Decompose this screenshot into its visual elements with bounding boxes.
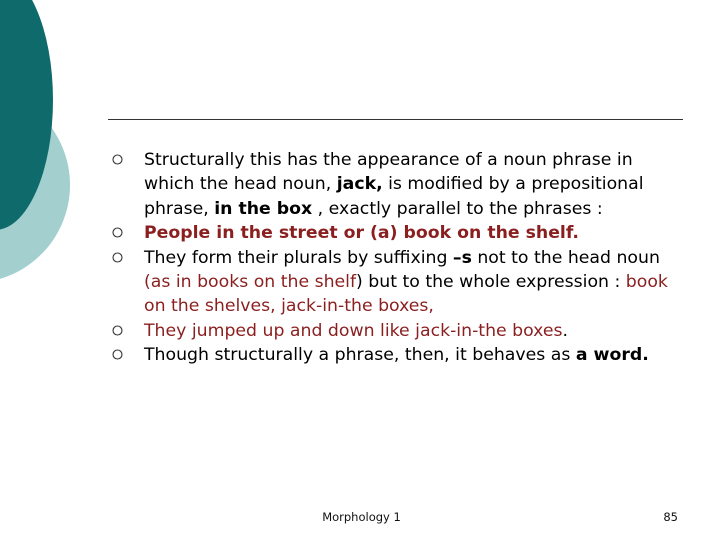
bullet-item-5: [112, 343, 687, 367]
bullet-3-red-example-2: book on the shelves, jack-in-the boxes,: [144, 272, 668, 317]
bullet-4-period: .: [562, 320, 568, 341]
hollow-circle-bullet-icon: [112, 252, 123, 263]
bullet-1-text-2: is modified by a prepositional phrase,: [144, 174, 644, 219]
bullet-3-bold-suffix: –s: [452, 247, 472, 268]
decorative-circles: [0, 0, 120, 300]
bullet-item-4: [112, 319, 687, 343]
bullet-item-2: [112, 221, 687, 245]
bullet-3-text-3: ) but to the whole expression :: [356, 272, 626, 293]
title-divider: [108, 119, 683, 120]
bullet-5-text: Though structurally a phrase, then, it behaves as: [144, 345, 576, 366]
footer-title: Morphology 1: [322, 510, 401, 524]
bullet-1-bold-in-the-box: in the box: [214, 198, 313, 219]
bullet-4-red-sentence: They jumped up and down like jack-in-the boxes: [144, 320, 563, 341]
bullet-1-text: Structurally this has the appearance of a noun phrase in which the head noun,: [144, 150, 633, 195]
bullet-5-bold-a-word: a word.: [575, 345, 649, 366]
hollow-circle-bullet-icon: [112, 325, 123, 336]
bullet-1-bold-jack: jack,: [336, 174, 383, 195]
hollow-circle-bullet-icon: [112, 154, 123, 165]
bullet-2-example-phrases: People in the street or (a) book on the shelf.: [144, 223, 579, 244]
hollow-circle-bullet-icon: [112, 227, 123, 238]
bullet-list: [112, 148, 687, 368]
bullet-1-text-3: , exactly parallel to the phrases :: [312, 198, 603, 219]
hollow-circle-bullet-icon: [112, 349, 123, 360]
bullet-3-text: They form their plurals by suffixing: [144, 247, 453, 268]
bullet-item-1: [112, 148, 687, 221]
page-number: 85: [663, 510, 678, 524]
bullet-3-text-2: not to the head noun: [471, 247, 660, 268]
bullet-3-red-example: (as in books on the shelf: [144, 272, 357, 293]
bullet-item-3: [112, 246, 687, 319]
